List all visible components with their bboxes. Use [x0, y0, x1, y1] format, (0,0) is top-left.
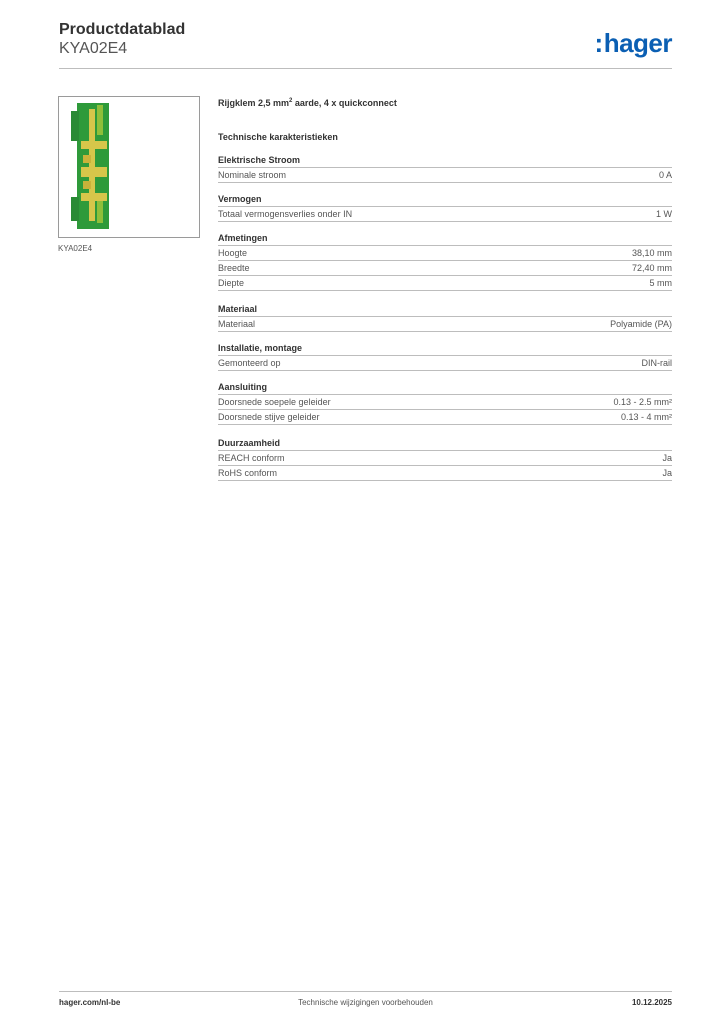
product-description: Rijgklem 2,5 $mm^2$ aarde, 4 x quickconnect [218, 98, 397, 108]
spec-label: Totaal vermogensverlies onder IN [218, 209, 353, 219]
spec-label: Breedte [218, 263, 250, 273]
spec-label: Nominale stroom [218, 170, 287, 180]
spec-row [218, 317, 672, 332]
spec-value: 0.13 - 2.5 mm² [613, 397, 672, 407]
section-title: Elektrische Stroom [218, 154, 672, 168]
hager-logo [595, 28, 672, 59]
page-header [59, 20, 672, 68]
section-title: Aansluiting [218, 381, 672, 395]
spec-row [218, 207, 672, 222]
terminal-block-icon [59, 97, 199, 237]
spec-label: REACH conform [218, 453, 285, 463]
logo-text: hager [603, 28, 672, 58]
page-footer [59, 998, 672, 1010]
page-title: Productdatablad [59, 21, 186, 38]
spec-label: Doorsnede soepele geleider [218, 397, 331, 407]
section-title: Vermogen [218, 193, 672, 207]
spec-value: 72,40 mm [631, 263, 672, 273]
section-vermogen [218, 193, 672, 222]
product-image [58, 96, 200, 238]
spec-label: Materiaal [218, 319, 256, 329]
section-title: Materiaal [218, 303, 672, 317]
footer-notice: Technische wijzigingen voorbehouden [298, 998, 433, 1007]
footer-divider [59, 991, 672, 992]
footer-date: 10.12.2025 [631, 998, 672, 1007]
spec-value: 0.13 - 4 mm² [620, 412, 672, 422]
spec-row [218, 168, 672, 183]
spec-content [218, 94, 672, 481]
spec-label: Gemonteerd op [218, 358, 281, 368]
tech-characteristics-heading: Technische karakteristieken [218, 132, 338, 142]
spec-value: Polyamide (PA) [610, 319, 672, 329]
spec-value: 1 W [655, 209, 672, 219]
spec-value: 0 A [658, 170, 672, 180]
spec-value: Ja [662, 468, 672, 478]
section-aansluiting [218, 381, 672, 425]
spec-row [218, 466, 672, 481]
spec-label: Diepte [218, 278, 245, 288]
section-installatie-montage [218, 342, 672, 371]
section-materiaal [218, 303, 672, 332]
image-caption: KYA02E4 [58, 244, 93, 253]
spec-value: DIN-rail [641, 358, 672, 368]
spec-label: Doorsnede stijve geleider [218, 412, 320, 422]
spec-row [218, 356, 672, 371]
spec-label: RoHS conform [218, 468, 278, 478]
spec-row [218, 246, 672, 261]
spec-value: Ja [662, 453, 672, 463]
product-code: KYA02E4 [59, 40, 128, 57]
header-divider [59, 68, 672, 69]
spec-value: 38,10 mm [631, 248, 672, 258]
section-title: Installatie, montage [218, 342, 672, 356]
spec-row [218, 395, 672, 410]
spec-row [218, 261, 672, 276]
spec-row [218, 276, 672, 291]
section-elektrische-stroom [218, 154, 672, 183]
spec-row [218, 451, 672, 466]
logo-colon-icon: : [594, 28, 603, 58]
section-title: Duurzaamheid [218, 437, 672, 451]
spec-label: Hoogte [218, 248, 248, 258]
spec-row [218, 410, 672, 425]
section-afmetingen [218, 232, 672, 291]
section-duurzaamheid [218, 437, 672, 481]
footer-website-link[interactable]: hager.com/nl-be [59, 998, 121, 1007]
spec-value: 5 mm [649, 278, 672, 288]
section-title: Afmetingen [218, 232, 672, 246]
